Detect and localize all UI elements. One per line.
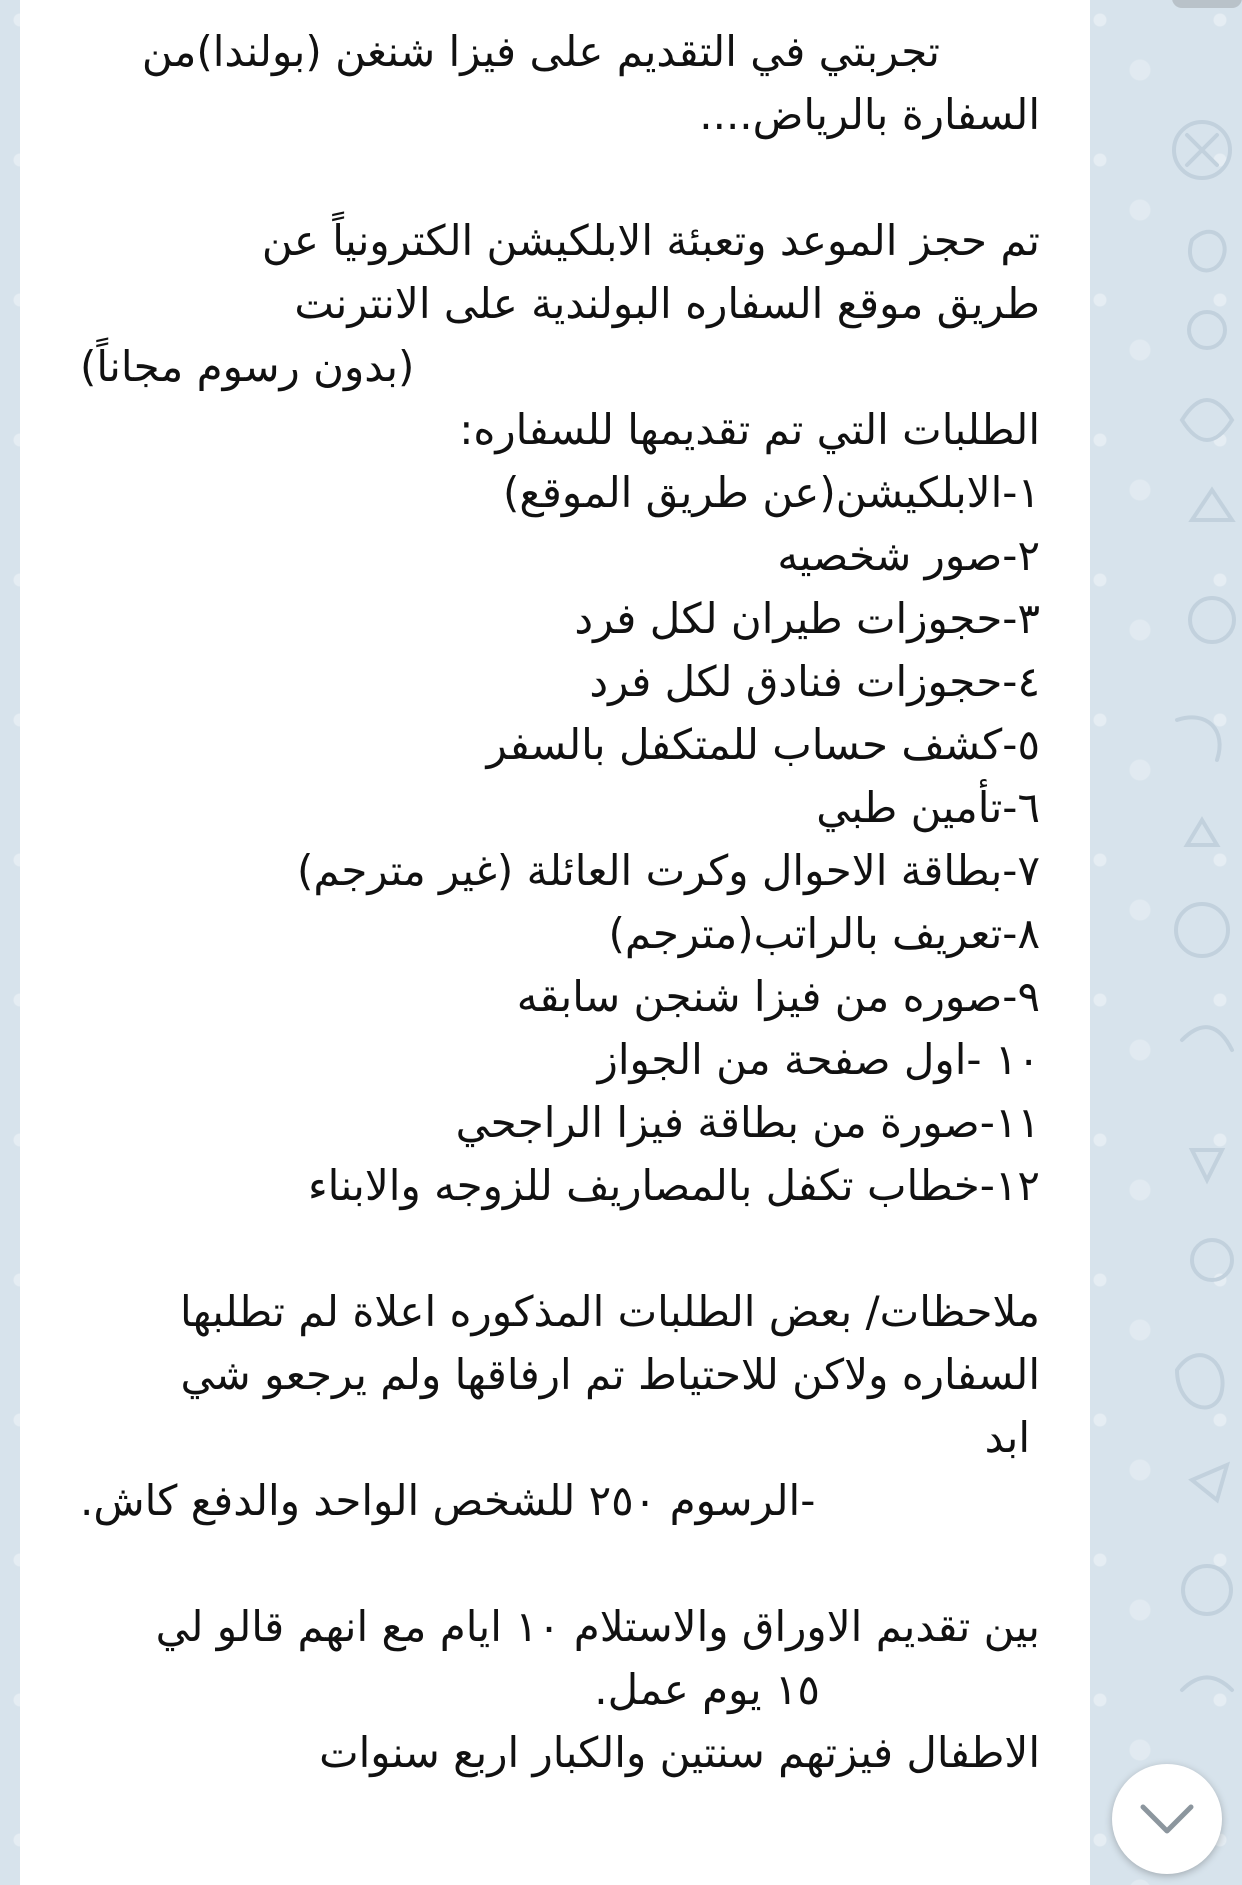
list-item: ٣-حجوزات طيران لكل فرد xyxy=(574,594,1040,643)
list-item: ٤-حجوزات فنادق لكل فرد xyxy=(589,657,1040,706)
message-line: بين تقديم الاوراق والاستلام ١٠ ايام مع انهم قالو لي xyxy=(155,1602,1040,1651)
message-line: طريق موقع السفاره البولندية على الانترنت xyxy=(294,279,1040,328)
message-line: تم حجز الموعد وتعبئة الابلكيشن الكترونياً عن xyxy=(261,216,1040,265)
list-item: ٧-بطاقة الاحوال وكرت العائلة (غير مترجم) xyxy=(297,846,1040,895)
message-blank-line xyxy=(80,1217,1040,1280)
message-line: ملاحظات/ بعض الطلبات المذكوره اعلاة لم تطلبها xyxy=(180,1287,1040,1336)
message-bubble xyxy=(20,0,1090,1885)
list-item: ١-الابلكيشن(عن طريق الموقع) xyxy=(503,468,1040,517)
message-line: ابد xyxy=(984,1413,1030,1462)
list-item: ١١-صورة من بطاقة فيزا الراجحي xyxy=(455,1098,1040,1147)
list-item: ١٠ -اول صفحة من الجواز xyxy=(597,1035,1040,1084)
list-item: ٩-صوره من فيزا شنجن سابقه xyxy=(516,972,1040,1021)
top-edge-indicator xyxy=(1172,0,1242,8)
list-item: ٦-تأمين طبي xyxy=(816,783,1040,832)
message-line: (بدون رسوم مجاناً) xyxy=(80,342,415,391)
list-item: ٢-صور شخصيه xyxy=(777,531,1040,580)
message-line: السفاره ولاكن للاحتياط تم ارفاقها ولم يرجعو شي xyxy=(180,1350,1040,1399)
message-line: -الرسوم ٢٥٠ للشخص الواحد والدفع كاش. xyxy=(80,1476,816,1525)
list-item: ٥-كشف حساب للمتكفل بالسفر xyxy=(486,720,1040,769)
message-line: تجربتي في التقديم على فيزا شنغن (بولندا)من xyxy=(141,27,940,76)
scroll-down-button[interactable] xyxy=(1112,1764,1222,1874)
list-item: ٨-تعريف بالراتب(مترجم) xyxy=(608,909,1040,958)
message-text xyxy=(80,20,1040,1784)
message-line: السفارة بالرياض.... xyxy=(699,90,1040,139)
list-item: ١٢-خطاب تكفل بالمصاريف للزوجه والابناء xyxy=(307,1161,1040,1210)
doodle-pattern-icon xyxy=(1082,0,1242,1885)
message-line: الطلبات التي تم تقديمها للسفاره: xyxy=(459,405,1040,454)
message-line: ١٥ يوم عمل. xyxy=(594,1665,820,1714)
message-line: الاطفال فيزتهم سنتين والكبار اربع سنوات xyxy=(319,1728,1040,1777)
message-blank-line xyxy=(80,146,1040,209)
message-blank-line xyxy=(80,1532,1040,1595)
chevron-down-icon xyxy=(1137,1801,1197,1837)
